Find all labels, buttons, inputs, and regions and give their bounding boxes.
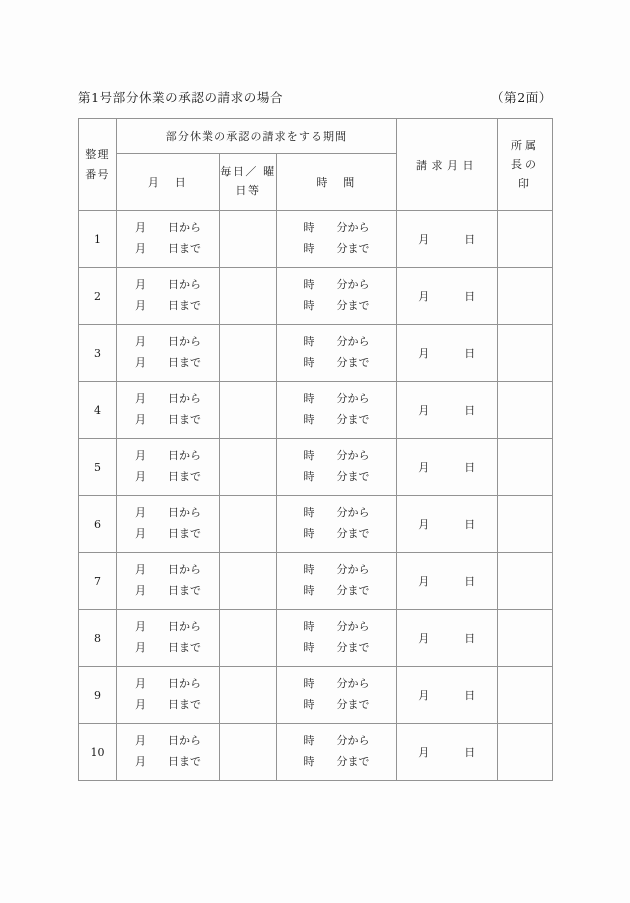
column-header-month-day: 月 日 — [117, 154, 220, 211]
row-number-cell: 9 — [79, 667, 117, 724]
supervisor-seal-cell[interactable] — [498, 439, 553, 496]
table-row — [79, 439, 553, 496]
period-date-cell[interactable] — [117, 496, 220, 553]
supervisor-seal-cell[interactable] — [498, 268, 553, 325]
every-day-cell[interactable] — [220, 496, 277, 553]
time-from-label: 時 分から — [303, 506, 370, 520]
period-from-label: 月 日から — [135, 278, 201, 292]
period-to-label: 月 日まで — [135, 527, 201, 540]
row-number-cell: 2 — [79, 268, 117, 325]
time-to-label: 時 分まで — [303, 470, 370, 483]
period-date-cell[interactable] — [117, 268, 220, 325]
table-row — [79, 496, 553, 553]
time-from-label: 時 分から — [303, 392, 370, 406]
request-date-cell[interactable]: 月 日 — [397, 268, 498, 325]
time-range-cell[interactable] — [277, 667, 397, 724]
column-header-supervisor-seal — [498, 119, 553, 211]
supervisor-seal-cell[interactable] — [498, 667, 553, 724]
period-from-label: 月 日から — [135, 506, 201, 520]
period-to-label: 月 日まで — [135, 413, 201, 426]
request-date-cell[interactable]: 月 日 — [397, 325, 498, 382]
period-to-label: 月 日まで — [135, 242, 201, 255]
request-date-cell[interactable]: 月 日 — [397, 553, 498, 610]
table-row — [79, 325, 553, 382]
request-date-cell[interactable]: 月 日 — [397, 667, 498, 724]
table-row — [79, 553, 553, 610]
document-header — [78, 88, 552, 110]
period-date-cell[interactable] — [117, 325, 220, 382]
time-to-label: 時 分まで — [303, 356, 370, 369]
time-from-label: 時 分から — [303, 677, 370, 691]
time-range-cell[interactable] — [277, 553, 397, 610]
supervisor-seal-cell[interactable] — [498, 553, 553, 610]
page-marker: （第2面） — [491, 90, 552, 105]
every-day-cell[interactable] — [220, 268, 277, 325]
period-to-label: 月 日まで — [135, 755, 201, 768]
supervisor-seal-cell[interactable] — [498, 496, 553, 553]
column-header-period-group: 部分休業の承認の請求をする期間 — [117, 119, 397, 154]
period-to-label: 月 日まで — [135, 299, 201, 312]
every-day-cell[interactable] — [220, 553, 277, 610]
period-from-label: 月 日から — [135, 734, 201, 748]
period-from-label: 月 日から — [135, 449, 201, 463]
time-range-cell[interactable] — [277, 439, 397, 496]
table-header — [79, 119, 553, 211]
period-from-label: 月 日から — [135, 335, 201, 349]
record-number-line-1: 整理 — [85, 148, 110, 162]
supervisor-seal-line-1: 所属 — [511, 138, 540, 152]
time-range-cell[interactable] — [277, 382, 397, 439]
period-to-label: 月 日まで — [135, 641, 201, 654]
time-range-cell[interactable] — [277, 496, 397, 553]
table-row — [79, 724, 553, 781]
period-date-cell[interactable] — [117, 382, 220, 439]
supervisor-seal-cell[interactable] — [498, 610, 553, 667]
every-day-cell[interactable] — [220, 211, 277, 268]
time-to-label: 時 分まで — [303, 584, 370, 597]
time-to-label: 時 分まで — [303, 527, 370, 540]
table-row — [79, 667, 553, 724]
page-title: 第1号部分休業の承認の請求の場合 — [78, 90, 284, 105]
record-number-line-2: 番号 — [85, 167, 110, 181]
every-day-cell[interactable] — [220, 325, 277, 382]
row-number-cell: 4 — [79, 382, 117, 439]
table-row — [79, 610, 553, 667]
every-day-line-1: 毎日／ — [220, 165, 259, 179]
row-number-cell: 7 — [79, 553, 117, 610]
table-row — [79, 211, 553, 268]
period-from-label: 月 日から — [135, 677, 201, 691]
time-to-label: 時 分まで — [303, 698, 370, 711]
row-number-cell: 8 — [79, 610, 117, 667]
period-date-cell[interactable] — [117, 667, 220, 724]
request-date-cell[interactable]: 月 日 — [397, 610, 498, 667]
time-to-label: 時 分まで — [303, 641, 370, 654]
supervisor-seal-cell[interactable] — [498, 382, 553, 439]
leave-request-table — [78, 118, 553, 781]
supervisor-seal-cell[interactable] — [498, 211, 553, 268]
request-date-cell[interactable]: 月 日 — [397, 724, 498, 781]
supervisor-seal-line-3: 印 — [518, 177, 533, 191]
time-from-label: 時 分から — [303, 449, 370, 463]
every-day-cell[interactable] — [220, 724, 277, 781]
period-date-cell[interactable] — [117, 439, 220, 496]
column-header-every-day — [220, 154, 277, 211]
every-day-cell[interactable] — [220, 667, 277, 724]
row-number-cell: 10 — [79, 724, 117, 781]
time-to-label: 時 分まで — [303, 242, 370, 255]
period-to-label: 月 日まで — [135, 698, 201, 711]
every-day-cell[interactable] — [220, 610, 277, 667]
column-header-time: 時 間 — [277, 154, 397, 211]
request-date-cell[interactable]: 月 日 — [397, 382, 498, 439]
column-header-request-date: 請求月日 — [397, 119, 498, 211]
every-day-line-2: 曜日等 — [235, 165, 276, 197]
every-day-cell[interactable] — [220, 439, 277, 496]
supervisor-seal-cell[interactable] — [498, 325, 553, 382]
row-number-cell: 1 — [79, 211, 117, 268]
table-body — [79, 211, 553, 781]
period-to-label: 月 日まで — [135, 470, 201, 483]
period-date-cell[interactable] — [117, 724, 220, 781]
period-to-label: 月 日まで — [135, 584, 201, 597]
time-range-cell[interactable] — [277, 610, 397, 667]
time-from-label: 時 分から — [303, 278, 370, 292]
time-from-label: 時 分から — [303, 221, 370, 235]
period-from-label: 月 日から — [135, 620, 201, 634]
time-range-cell[interactable] — [277, 211, 397, 268]
period-date-cell[interactable] — [117, 553, 220, 610]
time-from-label: 時 分から — [303, 734, 370, 748]
table-row — [79, 382, 553, 439]
time-from-label: 時 分から — [303, 563, 370, 577]
period-from-label: 月 日から — [135, 392, 201, 406]
supervisor-seal-cell[interactable] — [498, 724, 553, 781]
request-date-cell[interactable]: 月 日 — [397, 439, 498, 496]
time-range-cell[interactable] — [277, 724, 397, 781]
row-number-cell: 5 — [79, 439, 117, 496]
time-range-cell[interactable] — [277, 325, 397, 382]
column-header-record-number — [79, 119, 117, 211]
period-date-cell[interactable] — [117, 610, 220, 667]
request-date-cell[interactable]: 月 日 — [397, 211, 498, 268]
every-day-cell[interactable] — [220, 382, 277, 439]
row-number-cell: 3 — [79, 325, 117, 382]
time-to-label: 時 分まで — [303, 755, 370, 768]
time-from-label: 時 分から — [303, 620, 370, 634]
period-from-label: 月 日から — [135, 221, 201, 235]
period-from-label: 月 日から — [135, 563, 201, 577]
request-date-cell[interactable]: 月 日 — [397, 496, 498, 553]
period-to-label: 月 日まで — [135, 356, 201, 369]
table-row — [79, 268, 553, 325]
table-header-row-1 — [79, 119, 553, 154]
row-number-cell: 6 — [79, 496, 117, 553]
time-to-label: 時 分まで — [303, 299, 370, 312]
time-range-cell[interactable] — [277, 268, 397, 325]
time-from-label: 時 分から — [303, 335, 370, 349]
supervisor-seal-line-2: 長の — [511, 157, 540, 171]
period-date-cell[interactable] — [117, 211, 220, 268]
time-to-label: 時 分まで — [303, 413, 370, 426]
